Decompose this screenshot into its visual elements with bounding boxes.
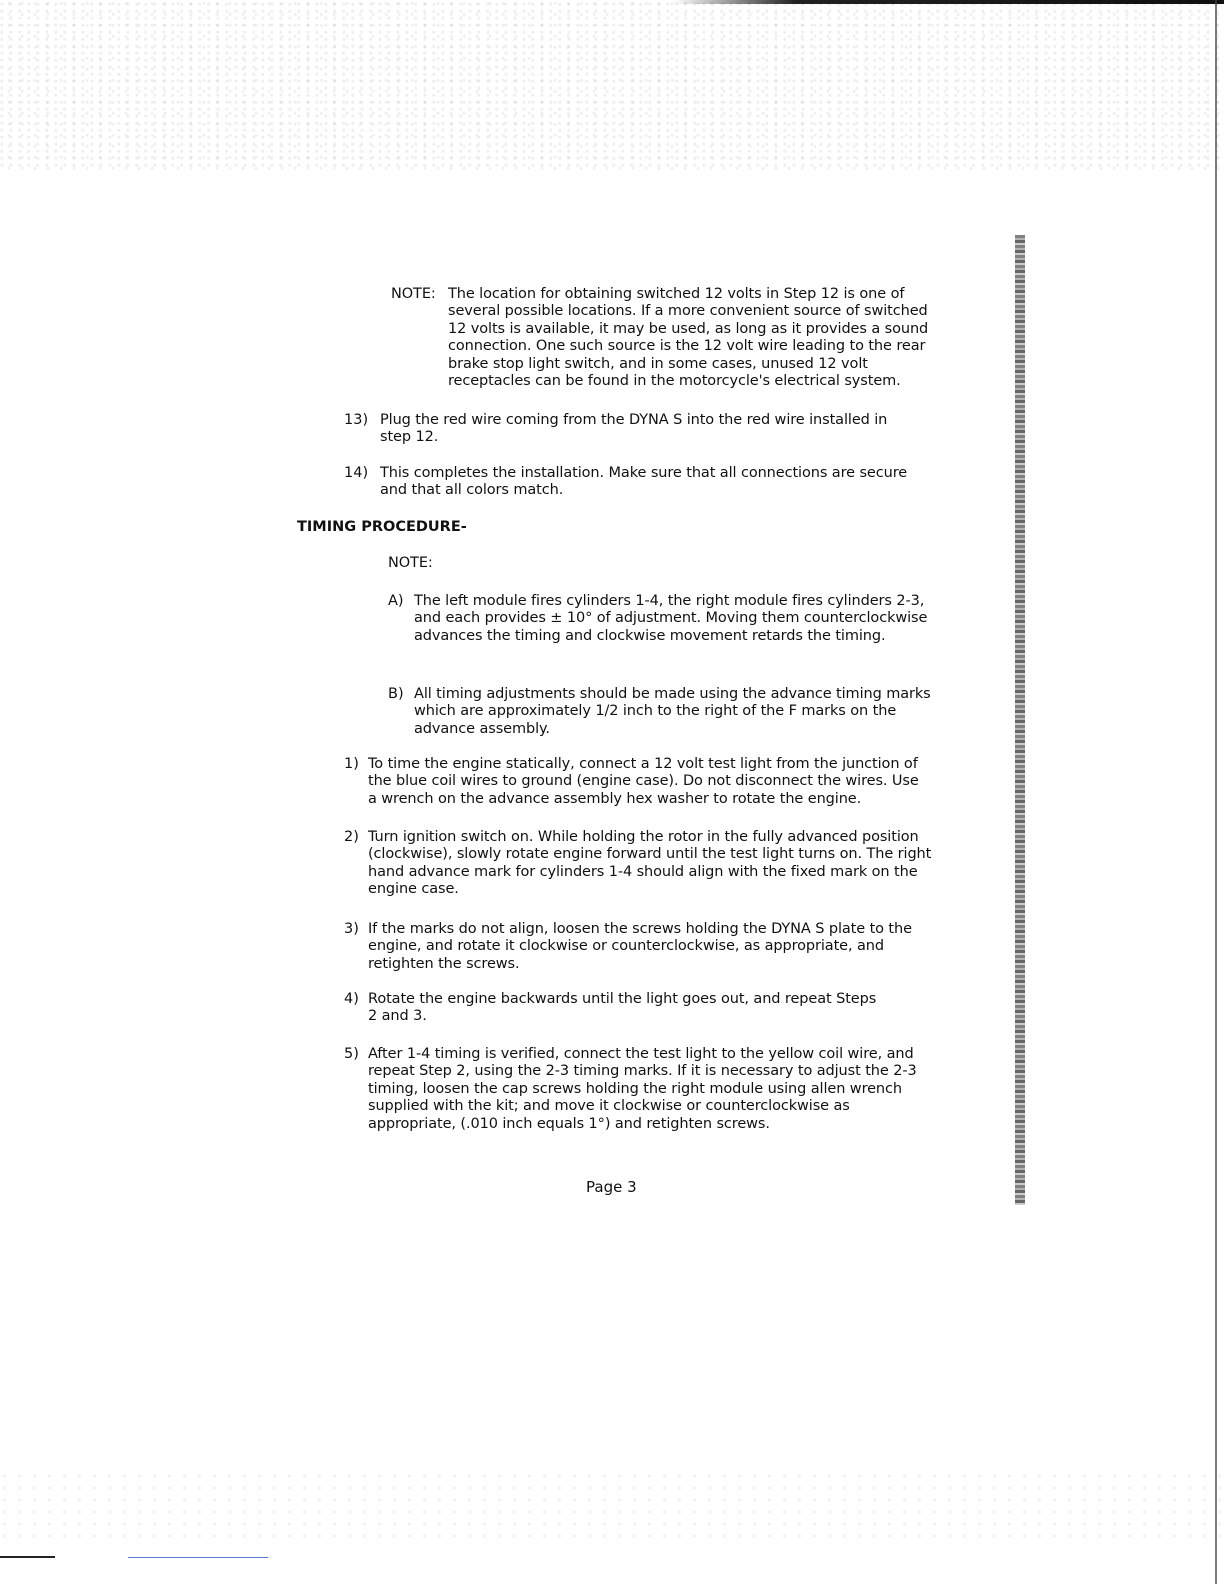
scan-right-border	[1215, 0, 1217, 1584]
scan-noise-top	[0, 0, 1224, 170]
scan-blue-line	[128, 1557, 268, 1558]
scan-top-edge	[0, 0, 1224, 4]
timing-step-2-number: 2)	[344, 829, 359, 845]
scan-corner-mark	[0, 1556, 55, 1558]
timing-step-5-number: 5)	[344, 1046, 359, 1062]
scan-noise-bottom	[0, 1470, 1224, 1540]
timing-step-4-number: 4)	[344, 991, 359, 1007]
timing-step-3-number: 3)	[344, 921, 359, 937]
step-14-number: 14)	[344, 465, 369, 481]
timing-step-5-text: After 1-4 timing is verified, connect the test light to the yellow coil wire, and repeat Step 2, using the 2-3 timing marks. If it is necessary to adjust the 2-3 timing, loosen the cap screws holding the right module using allen wrench supplied with the kit; and move it clockwise or counterclockwise as appropriate, (.010 inch equals 1°) and retighten screws.	[368, 1046, 917, 1132]
timing-step-1-text: To time the engine statically, connect a 12 volt test light from the junction of the blue coil wires to ground (engine case). Do not disconnect the wires. Use a wrench on the advance assembly hex washer to rotate the engine.	[368, 756, 919, 807]
note-a-text: The left module fires cylinders 1-4, the right module fires cylinders 2-3, and each provides ± 10° of adjustment. Moving them counterclockwise advances the timing and clockwise movement retards the timing.	[414, 593, 928, 644]
timing-step-1-number: 1)	[344, 756, 359, 772]
note-label: NOTE:	[391, 286, 436, 302]
note-b-text: All timing adjustments should be made using the advance timing marks which are approximately 1/2 inch to the right of the F marks on the advance assembly.	[414, 686, 931, 737]
section-heading-timing: TIMING PROCEDURE-	[297, 519, 467, 535]
note-a-letter: A)	[388, 593, 404, 609]
timing-note-label: NOTE:	[388, 555, 433, 571]
scan-binding-edge	[1015, 235, 1025, 1205]
step-13-text: Plug the red wire coming from the DYNA S into the red wire installed in step 12.	[380, 412, 888, 446]
timing-step-3-text: If the marks do not align, loosen the screws holding the DYNA S plate to the engine, and rotate it clockwise or counterclockwise, as appropriate, and retighten the screws.	[368, 921, 912, 972]
step-13-number: 13)	[344, 412, 369, 428]
timing-step-4-text: Rotate the engine backwards until the light goes out, and repeat Steps 2 and 3.	[368, 991, 877, 1025]
timing-step-2-text: Turn ignition switch on. While holding the rotor in the fully advanced position (clockwise), slowly rotate engine forward until the test light turns on. The right hand advance mark for cylinders 1-4 should align with the fixed mark on the engine case.	[368, 829, 932, 898]
note-b-letter: B)	[388, 686, 404, 702]
note-text: The location for obtaining switched 12 volts in Step 12 is one of several possible locations. If a more convenient source of switched 12 volts is available, it may be used, as long as it provides a sound connection. One such source is the 12 volt wire leading to the rear brake stop light switch, and in some cases, unused 12 volt receptacles can be found in the motorcycle's electrical system.	[448, 286, 929, 390]
step-14-text: This completes the installation. Make sure that all connections are secure and that all colors match.	[380, 465, 908, 499]
page-number: Page 3	[586, 1178, 637, 1196]
